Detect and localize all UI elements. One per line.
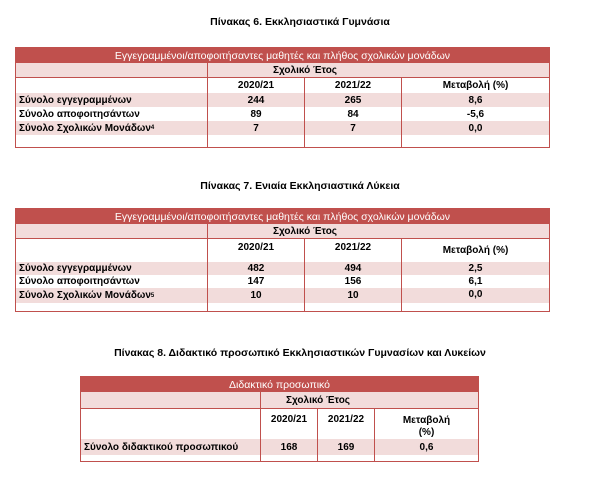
table-row: Σύνολο διδακτικού προσωπικού 168 169 0,6	[81, 439, 478, 455]
row-label: Σύνολο εγγεγραμμένων	[16, 93, 208, 107]
table-row: Σύνολο εγγεγραμμένων 244 265 8,6	[16, 93, 549, 107]
table-row: Σύνολο εγγεγραμμένων 482 494 2,5	[16, 262, 549, 275]
table7-school-year: Σχολικό Έτος	[208, 224, 402, 238]
table8	[80, 376, 479, 462]
table7	[15, 208, 550, 312]
table-row: Σύνολο αποφοιτησάντων 89 84 -5,6	[16, 107, 549, 121]
row-label: Σύνολο Σχολικών Μονάδων 5	[16, 288, 208, 303]
table7-header: Εγγεγραμμένοι/αποφοιτήσαντες μαθητές και πλήθος σχολικών μονάδων	[16, 209, 549, 224]
row-label: Σύνολο εγγεγραμμένων	[16, 262, 208, 275]
table-row: Σύνολο αποφοιτησάντων 147 156 6,1	[16, 275, 549, 288]
table-row: Σύνολο Σχολικών Μονάδων 5 10 10 0,0	[16, 288, 549, 303]
table8-header: Διδακτικό προσωπικό	[81, 377, 478, 392]
row-label: Σύνολο διδακτικού προσωπικού	[81, 439, 261, 455]
table7-col-change: Μεταβολή (%)	[402, 238, 549, 262]
footnote-marker: 5	[150, 292, 155, 299]
table8-col-2021: 2021/22	[318, 408, 375, 439]
footnote-marker: 4	[150, 125, 155, 131]
table8-col-change: Μεταβολή (%)	[375, 408, 478, 439]
table6-header: Εγγεγραμμένοι/αποφοιτήσαντες μαθητές και πλήθος σχολικών μονάδων	[16, 48, 549, 63]
table6-col-2020: 2020/21	[208, 77, 305, 93]
table6-col-change: Μεταβολή (%)	[402, 77, 549, 93]
table7-caption: Πίνακας 7. Ενιαία Εκκλησιαστικά Λύκεια	[200, 180, 400, 192]
table6-caption: Πίνακας 6. Εκκλησιαστικά Γυμνάσια	[210, 16, 390, 28]
table-row: Σύνολο Σχολικών Μονάδων 4 7 7 0,0	[16, 121, 549, 135]
table8-col-2020: 2020/21	[261, 408, 318, 439]
table6-col-2021: 2021/22	[305, 77, 402, 93]
row-label: Σύνολο αποφοιτησάντων	[16, 275, 208, 288]
table7-col-2020: 2020/21	[208, 238, 305, 262]
table8-caption: Πίνακας 8. Διδακτικό προσωπικό Εκκλησιαστικών Γυμνασίων και Λυκείων	[114, 347, 486, 359]
row-label: Σύνολο αποφοιτησάντων	[16, 107, 208, 121]
table7-col-2021: 2021/22	[305, 238, 402, 262]
table8-school-year: Σχολικό Έτος	[261, 392, 375, 408]
table6	[15, 47, 550, 148]
table6-school-year: Σχολικό Έτος	[208, 63, 402, 77]
row-label: Σύνολο Σχολικών Μονάδων 4	[16, 121, 208, 135]
